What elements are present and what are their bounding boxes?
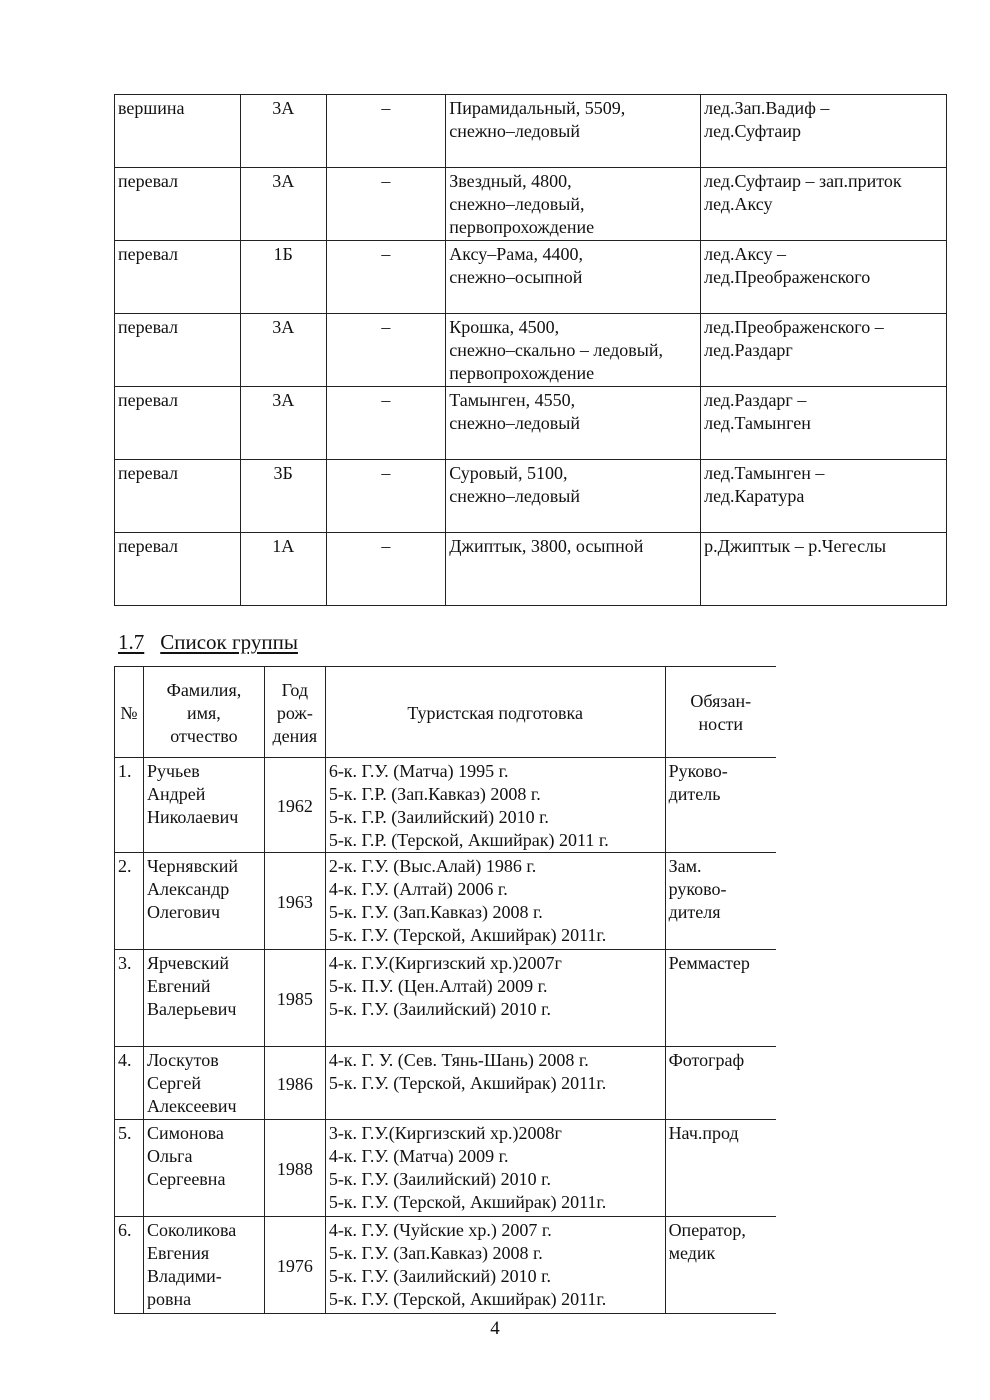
route-name-line: первопрохождение (449, 217, 595, 237)
member-name-line: Симонова (146, 1123, 224, 1143)
route-dash: – (326, 241, 446, 314)
member-year: 1963 (264, 853, 325, 950)
member-name-line: Лоскутов (146, 1050, 219, 1070)
member-year: 1986 (264, 1047, 325, 1120)
page-number: 4 (490, 1318, 500, 1339)
member-experience (325, 853, 665, 950)
route-type: перевал (115, 533, 241, 606)
member-name (143, 1217, 264, 1314)
route-name (446, 168, 701, 241)
route-category: 1Б (240, 241, 326, 314)
route-name-line: Пирамидальный, 5509, (449, 98, 626, 118)
member-row (115, 853, 777, 950)
route-category: 3А (240, 95, 326, 168)
member-duty-line: дителя (668, 902, 721, 922)
member-duty-line: Оператор, (668, 1220, 746, 1240)
header-year (264, 667, 325, 758)
route-path-line: лед.Преображенского (704, 267, 871, 287)
member-experience-line: 5-к. Г.У. (Зап.Кавказ) 2008 г. (328, 1243, 543, 1263)
member-experience-line: 5-к. П.У. (Цен.Алтай) 2009 г. (328, 976, 548, 996)
header-name (143, 667, 264, 758)
route-row (115, 95, 947, 168)
route-row (115, 387, 947, 460)
route-name (446, 95, 701, 168)
route-path (701, 168, 947, 241)
route-path-line: лед.Суфтаир – зап.приток (704, 171, 902, 191)
member-name-line: Ручьев (146, 761, 200, 781)
route-type: перевал (115, 168, 241, 241)
member-name-line: Ольга (146, 1146, 193, 1166)
route-category: 3А (240, 168, 326, 241)
route-path-line: лед.Суфтаир (704, 121, 801, 141)
member-name (143, 1047, 264, 1120)
routes-table (114, 94, 947, 606)
route-type: перевал (115, 241, 241, 314)
route-path (701, 241, 947, 314)
member-num: 3. (115, 950, 144, 1047)
route-path-line: лед.Преображенского – (704, 317, 884, 337)
member-experience-line: 2-к. Г.У. (Выс.Алай) 1986 г. (328, 856, 537, 876)
header-num: № (115, 667, 144, 758)
route-name-line: Аксу–Рама, 4400, (449, 244, 584, 264)
route-name-line: снежно–скально – ледовый, (449, 340, 663, 360)
route-name-line: Тамынген, 4550, (449, 390, 576, 410)
member-num: 1. (115, 758, 144, 853)
route-name (446, 460, 701, 533)
section-title: Список группы (160, 630, 298, 654)
member-experience-line: 5-к. Г.У. (Заилийский) 2010 г. (328, 999, 551, 1019)
member-duty (665, 853, 776, 950)
route-dash: – (326, 533, 446, 606)
header-line: ности (698, 714, 744, 734)
header-experience: Туристская подготовка (325, 667, 665, 758)
member-year: 1962 (264, 758, 325, 853)
member-name-line: Евгения (146, 1243, 210, 1263)
member-name-line: Сергеевна (146, 1169, 226, 1189)
route-row (115, 533, 947, 606)
route-row (115, 168, 947, 241)
member-name-line: Андрей (146, 784, 206, 804)
route-dash: – (326, 95, 446, 168)
header-line: Год (281, 679, 309, 700)
member-name-line: Сергей (146, 1073, 201, 1093)
header-line: дения (272, 725, 318, 746)
route-name-line: снежно–ледовый (449, 121, 581, 141)
route-path-line: лед.Тамынген (704, 413, 811, 433)
route-dash: – (326, 314, 446, 387)
member-experience-line: 5-к. Г.У. (Терской, Акшийрак) 2011г. (328, 1289, 607, 1309)
member-experience-line: 4-к. Г.У. (Алтай) 2006 г. (328, 879, 508, 899)
header-line: отчество (170, 725, 238, 746)
member-experience-line: 5-к. Г.У. (Терской, Акшийрак) 2011г. (328, 1073, 607, 1093)
member-duty (665, 1217, 776, 1314)
route-category: 3А (240, 387, 326, 460)
route-path (701, 314, 947, 387)
member-row (115, 1047, 777, 1120)
route-path-line: лед.Тамынген – (704, 463, 825, 483)
member-duty-line: Зам. (668, 856, 702, 876)
route-row (115, 241, 947, 314)
route-row (115, 314, 947, 387)
member-name (143, 758, 264, 853)
route-category: 1А (240, 533, 326, 606)
route-name-line: снежно–ледовый (449, 486, 581, 506)
member-experience-line: 5-к. Г.У. (Заилийский) 2010 г. (328, 1266, 551, 1286)
member-duty-line: Фотограф (668, 1050, 745, 1070)
member-name (143, 1120, 264, 1217)
member-num: 5. (115, 1120, 144, 1217)
route-type: перевал (115, 314, 241, 387)
member-experience-line: 6-к. Г.У. (Матча) 1995 г. (328, 761, 509, 781)
member-row (115, 1217, 777, 1314)
member-name-line: Олегович (146, 902, 221, 922)
route-name-line: Джиптык, 3800, осыпной (449, 536, 644, 556)
route-path (701, 387, 947, 460)
member-duty (665, 758, 776, 853)
route-category: 3Б (240, 460, 326, 533)
member-duty-line: Реммастер (668, 953, 750, 973)
member-duty-line: Руково- (668, 761, 728, 781)
route-category: 3А (240, 314, 326, 387)
route-name (446, 533, 701, 606)
member-duty-line: дитель (668, 784, 721, 804)
member-experience (325, 1120, 665, 1217)
section-heading (118, 630, 298, 655)
member-num: 6. (115, 1217, 144, 1314)
member-experience-line: 5-к. Г.У. (Заилийский) 2010 г. (328, 1169, 551, 1189)
route-path-line: лед.Раздарг (704, 340, 793, 360)
route-path-line: лед.Зап.Вадиф – (704, 98, 830, 118)
route-name (446, 387, 701, 460)
route-name-line: Крошка, 4500, (449, 317, 560, 337)
member-experience (325, 1047, 665, 1120)
member-duty (665, 1120, 776, 1217)
route-name-line: Звездный, 4800, (449, 171, 572, 191)
route-path-line: лед.Каратура (704, 486, 805, 506)
route-type: перевал (115, 387, 241, 460)
member-name-line: Чернявский (146, 856, 238, 876)
header-line: имя, (187, 702, 221, 723)
header-line: Обязан- (690, 691, 752, 711)
member-experience (325, 950, 665, 1047)
header-line: Фамилия, (166, 679, 242, 700)
route-name (446, 241, 701, 314)
member-name-line: Евгений (146, 976, 211, 996)
member-row (115, 1120, 777, 1217)
route-path-line: лед.Аксу (704, 194, 773, 214)
route-path-line: лед.Аксу – (704, 244, 787, 264)
member-experience-line: 4-к. Г. У. (Сев. Тянь-Шань) 2008 г. (328, 1050, 589, 1070)
member-duty-line: Нач.прод (668, 1123, 739, 1143)
member-name (143, 853, 264, 950)
route-name-line: Суровый, 5100, (449, 463, 568, 483)
route-path (701, 533, 947, 606)
route-dash: – (326, 168, 446, 241)
member-name-line: Александр (146, 879, 230, 899)
member-name-line: Соколикова (146, 1220, 237, 1240)
member-experience-line: 5-к. Г.Р. (Терской, Акшийрак) 2011 г. (328, 830, 609, 850)
route-path-line: лед.Раздарг – (704, 390, 807, 410)
member-name-line: Алексеевич (146, 1096, 237, 1116)
route-dash: – (326, 387, 446, 460)
member-row (115, 950, 777, 1047)
member-name (143, 950, 264, 1047)
member-experience-line: 4-к. Г.У. (Матча) 2009 г. (328, 1146, 509, 1166)
member-num: 2. (115, 853, 144, 950)
header-line: рож- (276, 702, 313, 723)
member-name-line: Валерьевич (146, 999, 237, 1019)
member-experience-line: 5-к. Г.У. (Терской, Акшийрак) 2011г. (328, 925, 607, 945)
route-dash: – (326, 460, 446, 533)
route-type: вершина (115, 95, 241, 168)
member-experience-line: 5-к. Г.У. (Зап.Кавказ) 2008 г. (328, 902, 543, 922)
member-year: 1976 (264, 1217, 325, 1314)
route-type: перевал (115, 460, 241, 533)
member-duty-line: руково- (668, 879, 727, 899)
member-duty-line: медик (668, 1243, 716, 1263)
member-experience-line: 4-к. Г.У. (Чуйские хр.) 2007 г. (328, 1220, 552, 1240)
member-duty (665, 1047, 776, 1120)
member-name-line: ровна (146, 1289, 192, 1309)
member-row (115, 758, 777, 853)
route-name-line: снежно–осыпной (449, 267, 583, 287)
route-name-line: первопрохождение (449, 363, 595, 383)
member-experience-line: 3-к. Г.У.(Киргизский хр.)2008г (328, 1123, 562, 1143)
member-experience-line: 5-к. Г.Р. (Заилийский) 2010 г. (328, 807, 549, 827)
member-year: 1988 (264, 1120, 325, 1217)
member-year: 1985 (264, 950, 325, 1047)
route-name-line: снежно–ледовый (449, 413, 581, 433)
member-name-line: Ярчевский (146, 953, 229, 973)
group-table (114, 666, 776, 1314)
group-header-row (115, 667, 777, 758)
route-name (446, 314, 701, 387)
member-name-line: Николаевич (146, 807, 239, 827)
route-path-line: р.Джиптык – р.Чегеслы (704, 536, 887, 556)
route-path (701, 460, 947, 533)
section-number: 1.7 (118, 630, 145, 654)
route-path (701, 95, 947, 168)
member-experience (325, 1217, 665, 1314)
header-duty (665, 667, 776, 758)
member-experience-line: 5-к. Г.Р. (Зап.Кавказ) 2008 г. (328, 784, 541, 804)
member-experience (325, 758, 665, 853)
member-name-line: Владими- (146, 1266, 222, 1286)
route-row (115, 460, 947, 533)
member-duty (665, 950, 776, 1047)
member-num: 4. (115, 1047, 144, 1120)
route-name-line: снежно–ледовый, (449, 194, 585, 214)
member-experience-line: 4-к. Г.У.(Киргизский хр.)2007г (328, 953, 562, 973)
member-experience-line: 5-к. Г.У. (Терской, Акшийрак) 2011г. (328, 1192, 607, 1212)
